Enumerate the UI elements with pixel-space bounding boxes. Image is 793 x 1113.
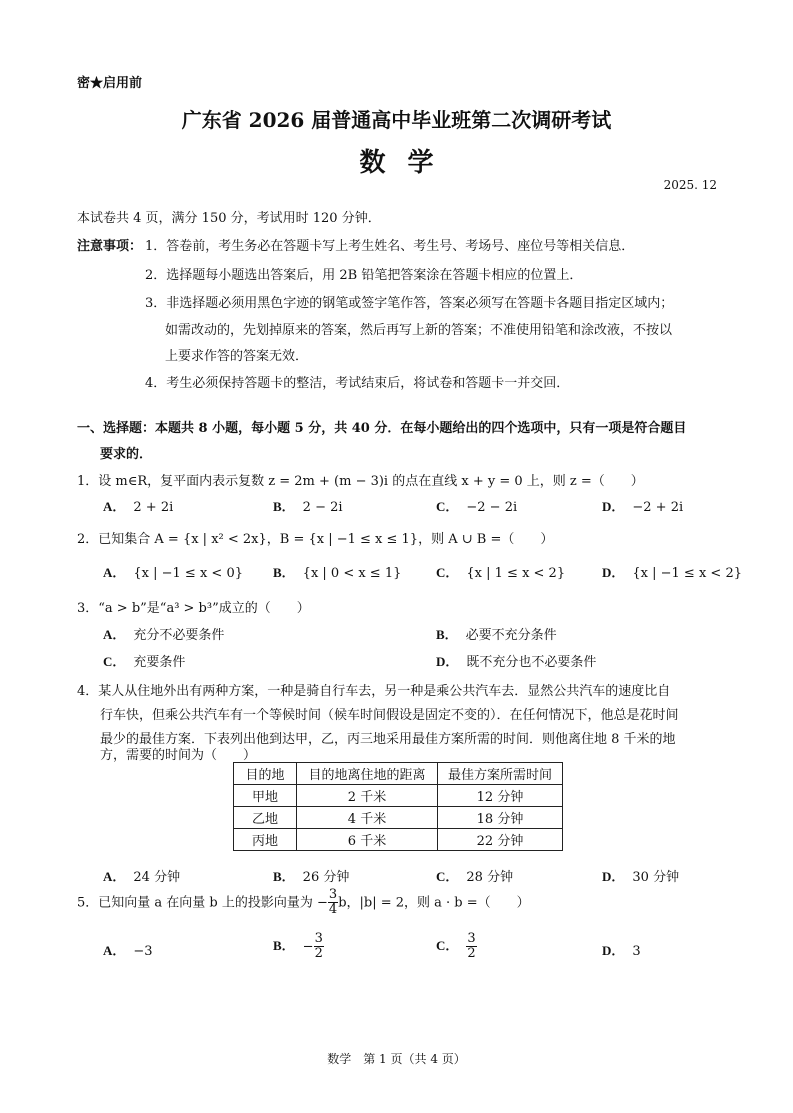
q4-option-a: A． 24 分钟	[103, 869, 181, 885]
table-row	[234, 829, 563, 851]
table-cell: 甲地	[234, 785, 297, 807]
subject-title: 数学	[359, 148, 456, 178]
table-cell: 12 分钟	[438, 785, 563, 807]
question-4-line: 4．某人从住地外出有两种方案，一种是骑自行车去，另一种是乘公共汽车去．显然公共汽车的速度比自	[77, 684, 671, 699]
q4-option-b: B． 26 分钟	[273, 869, 350, 885]
exam-date: 2025. 12	[663, 178, 717, 192]
q1-option-c: C． −2 − 2i	[436, 499, 518, 515]
q2-option-c: C． {x | 1 ≤ x < 2}	[436, 565, 566, 581]
q2-option-a: A． {x | −1 ≤ x < 0}	[103, 565, 243, 581]
q5-option-c: C． $\frac{3}{2}$	[436, 931, 476, 962]
question-4-line: 方，需要的时间为（ ）	[100, 748, 257, 763]
q3-option-d: D． 既不充分也不必要条件	[436, 654, 597, 670]
q2-option-b: B． {x | 0 < x ≤ 1}	[273, 565, 402, 581]
fraction: $\frac{3}{2}$	[467, 931, 476, 962]
q4-option-d: D． 30 分钟	[602, 869, 680, 885]
question-2-stem: 2．已知集合 A = {x | x² < 2x}，B = {x | −1 ≤ x ≤ 1}，则 A ∪ B =（ ）	[77, 532, 554, 547]
section-heading: 一、选择题：本题共 8 小题，每小题 5 分，共 40 分．在每小题给出的四个选项中，只有一项是符合题目	[77, 421, 687, 436]
table-header-cell: 目的地离住地的距离	[297, 763, 438, 785]
page-footer: 数学 第 1 页（共 4 页）	[327, 1052, 466, 1066]
table-cell: 丙地	[234, 829, 297, 851]
exam-intro: 本试卷共 4 页，满分 150 分，考试用时 120 分钟．	[77, 211, 381, 226]
question-1-stem: 1．设 m∈R，复平面内表示复数 z = 2m + (m − 3)i 的点在直线 x + y = 0 上，则 z =（ ）	[77, 474, 644, 489]
table-row	[234, 807, 563, 829]
table-header-row	[234, 763, 563, 785]
question-3-stem: 3．“a > b”是“a³ > b³”成立的（ ）	[77, 601, 310, 616]
note-item: 2．选择题每小题选出答案后，用 2B 铅笔把答案涂在答题卡相应的位置上．	[145, 268, 583, 283]
q5-option-b: B． − $\frac{3}{2}$	[273, 931, 323, 962]
table-cell: 18 分钟	[438, 807, 563, 829]
exam-title: 广东省 2026 届普通高中毕业班第二次调研考试	[181, 108, 612, 132]
q2-option-d: D． {x | −1 ≤ x < 2}	[602, 565, 742, 581]
table-cell: 2 千米	[297, 785, 438, 807]
fraction: $\frac{3}{2}$	[314, 931, 323, 962]
note-item: 上要求作答的答案无效．	[165, 349, 309, 364]
table-cell: 22 分钟	[438, 829, 563, 851]
question-4-line: 行车快，但乘公共汽车有一个等候时间（候车时间假设是固定不变的）．在任何情况下，他总是花时间	[100, 708, 679, 723]
question-5-stem: 5．已知向量 a 在向量 b 上的投影向量为 − $\frac{3}{4}$ b，|b| = 2，则 a · b =（ ）	[77, 887, 530, 918]
table-header-cell: 最佳方案所需时间	[438, 763, 563, 785]
distance-time-table	[233, 762, 563, 851]
q3-option-c: C． 充要条件	[103, 654, 186, 670]
q4-option-c: C． 28 分钟	[436, 869, 514, 885]
q1-option-a: A． 2 + 2i	[103, 499, 174, 515]
table-cell: 6 千米	[297, 829, 438, 851]
q5-option-a: A． −3	[103, 943, 153, 959]
q1-option-d: D． −2 + 2i	[602, 499, 684, 515]
note-item: 1．答卷前，考生务必在答题卡写上考生姓名、考生号、考场号、座位号等相关信息．	[145, 239, 635, 254]
table-header-cell: 目的地	[234, 763, 297, 785]
note-item: 如需改动的，先划掉原来的答案，然后再写上新的答案；不准使用铅笔和涂改液，不按以	[165, 323, 673, 338]
confidential-mark: 密★启用前	[77, 76, 143, 91]
notes-label: 注意事项：	[77, 239, 143, 254]
q5-option-d: D． 3	[602, 943, 641, 959]
question-4-line: 最少的最佳方案．下表列出他到达甲，乙，丙三地采用最佳方案所需的时间．则他离住地 8 千米的地	[100, 732, 676, 747]
q3-option-b: B． 必要不充分条件	[436, 627, 557, 643]
note-item: 4．考生必须保持答题卡的整洁，考试结束后，将试卷和答题卡一并交回．	[145, 376, 570, 391]
note-item: 3．非选择题必须用黑色字迹的钢笔或签字笔作答，答案必须写在答题卡各题目指定区域内；	[145, 296, 674, 311]
q1-option-b: B． 2 − 2i	[273, 499, 343, 515]
table-row	[234, 785, 563, 807]
q3-option-a: A． 充分不必要条件	[103, 627, 225, 643]
section-heading-cont: 要求的．	[100, 447, 153, 462]
table-cell: 乙地	[234, 807, 297, 829]
table-cell: 4 千米	[297, 807, 438, 829]
fraction: $\frac{3}{4}$	[328, 887, 338, 918]
